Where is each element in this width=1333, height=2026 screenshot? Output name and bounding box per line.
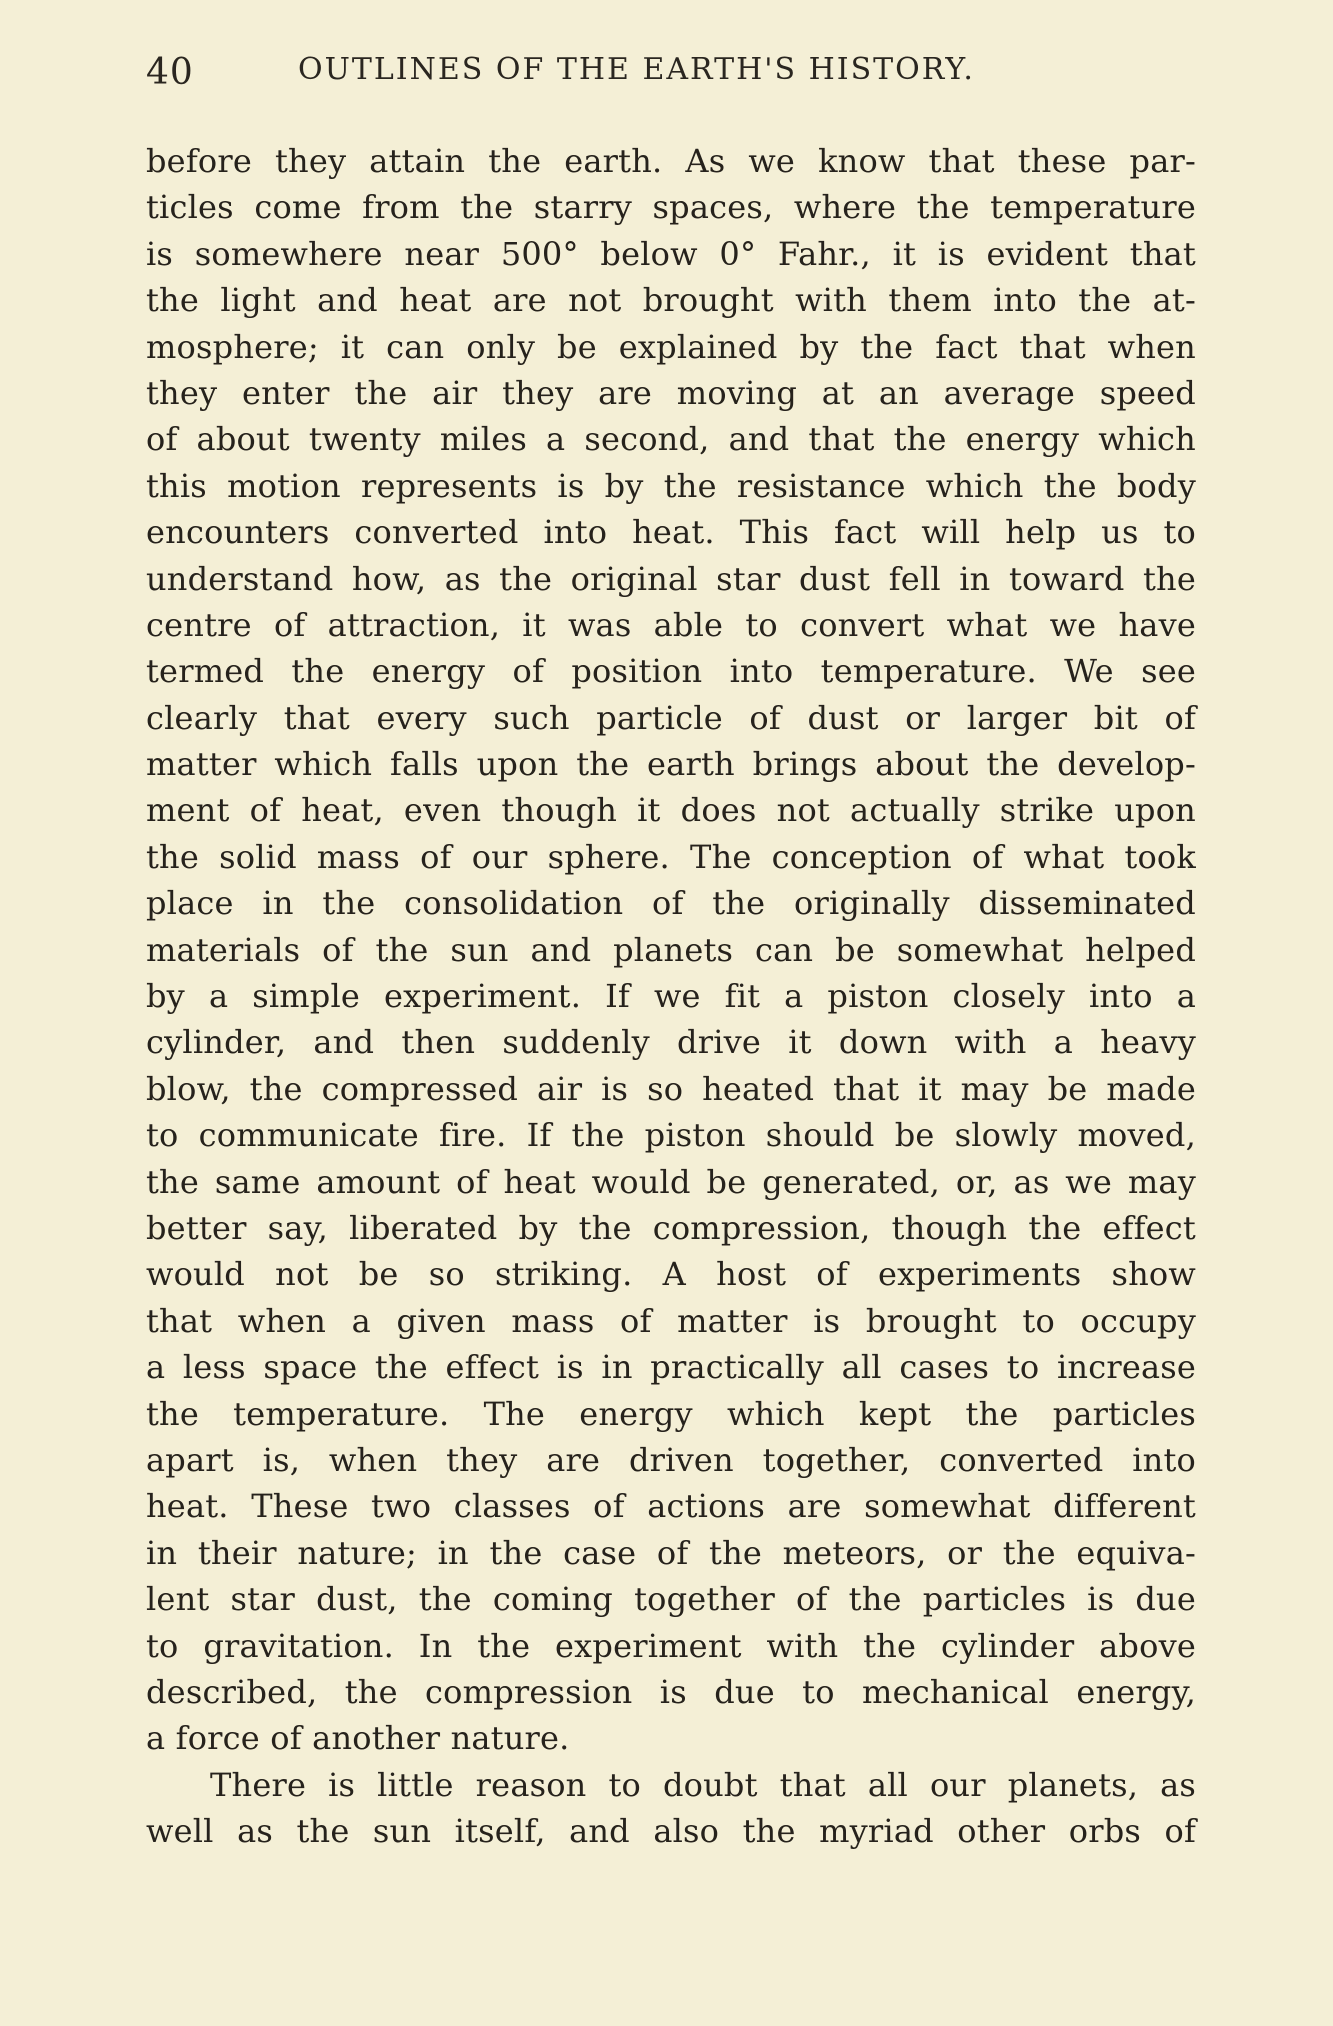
text-line: understand how, as the original star dust fell in toward the [146, 559, 1196, 598]
text-line: would not be so striking. A host of experiments show [146, 1255, 1196, 1294]
page-number: 40 [146, 52, 194, 93]
text-line: described, the compression is due to mechanical energy, [146, 1672, 1196, 1711]
text-line: centre of attraction, it was able to convert what we have [146, 605, 1196, 644]
text-line: the same amount of heat would be generated, or, as we may [146, 1162, 1196, 1201]
text-line: to communicate fire. If the piston should be slowly moved, [146, 1116, 1196, 1155]
text-line: ticles come from the starry spaces, where the temperature [146, 188, 1196, 227]
paragraph-start-line: There is little reason to doubt that all our planets, as [210, 1765, 1196, 1804]
text-line: a less space the effect is in practically all cases to increase [146, 1348, 1196, 1387]
text-line: the temperature. The energy which kept the particles [146, 1394, 1196, 1433]
text-line: to gravitation. In the experiment with the cylinder above [146, 1626, 1196, 1665]
body-text [146, 138, 1196, 1854]
text-line: place in the consolidation of the originally disseminated [146, 884, 1196, 923]
text-line: lent star dust, the coming together of the particles is due [146, 1580, 1196, 1619]
text-line: apart is, when they are driven together, converted into [146, 1440, 1196, 1479]
paragraph-end-line: a force of another nature. [146, 1719, 570, 1758]
text-line: materials of the sun and planets can be somewhat helped [146, 930, 1196, 969]
text-line: clearly that every such particle of dust or larger bit of [146, 698, 1196, 737]
running-head [146, 44, 1196, 104]
text-line: mosphere; it can only be explained by the fact that when [146, 327, 1196, 366]
text-line: by a simple experiment. If we fit a piston closely into a [146, 977, 1196, 1016]
text-line: they enter the air they are moving at an average speed [146, 373, 1196, 412]
text-line: well as the sun itself, and also the myriad other orbs of [146, 1812, 1196, 1851]
text-line: encounters converted into heat. This fact will help us to [146, 513, 1196, 552]
text-line: the light and heat are not brought with them into the at- [146, 281, 1196, 320]
text-line: before they attain the earth. As we know that these par- [146, 142, 1196, 180]
text-line: better say, liberated by the compression, though the effect [146, 1208, 1196, 1247]
text-line: heat. These two classes of actions are somewhat different [146, 1487, 1196, 1526]
running-title: OUTLINES OF THE EARTH'S HISTORY. [298, 52, 975, 87]
text-line: termed the energy of position into temperature. We see [146, 652, 1196, 691]
text-line: ment of heat, even though it does not actually strike upon [146, 791, 1196, 830]
text-line: the solid mass of our sphere. The conception of what took [146, 837, 1196, 876]
text-line: cylinder, and then suddenly drive it down with a heavy [146, 1023, 1196, 1062]
text-line: that when a given mass of matter is brought to occupy [146, 1301, 1196, 1340]
text-line: matter which falls upon the earth brings about the develop- [146, 745, 1196, 784]
text-line: is somewhere near 500° below 0° Fahr., it is evident that [146, 234, 1196, 273]
text-line: blow, the compressed air is so heated that it may be made [146, 1069, 1196, 1108]
text-line: this motion represents is by the resistance which the body [146, 466, 1196, 505]
text-line: of about twenty miles a second, and that the energy which [146, 420, 1196, 459]
text-line: in their nature; in the case of the meteors, or the equiva- [146, 1533, 1196, 1572]
